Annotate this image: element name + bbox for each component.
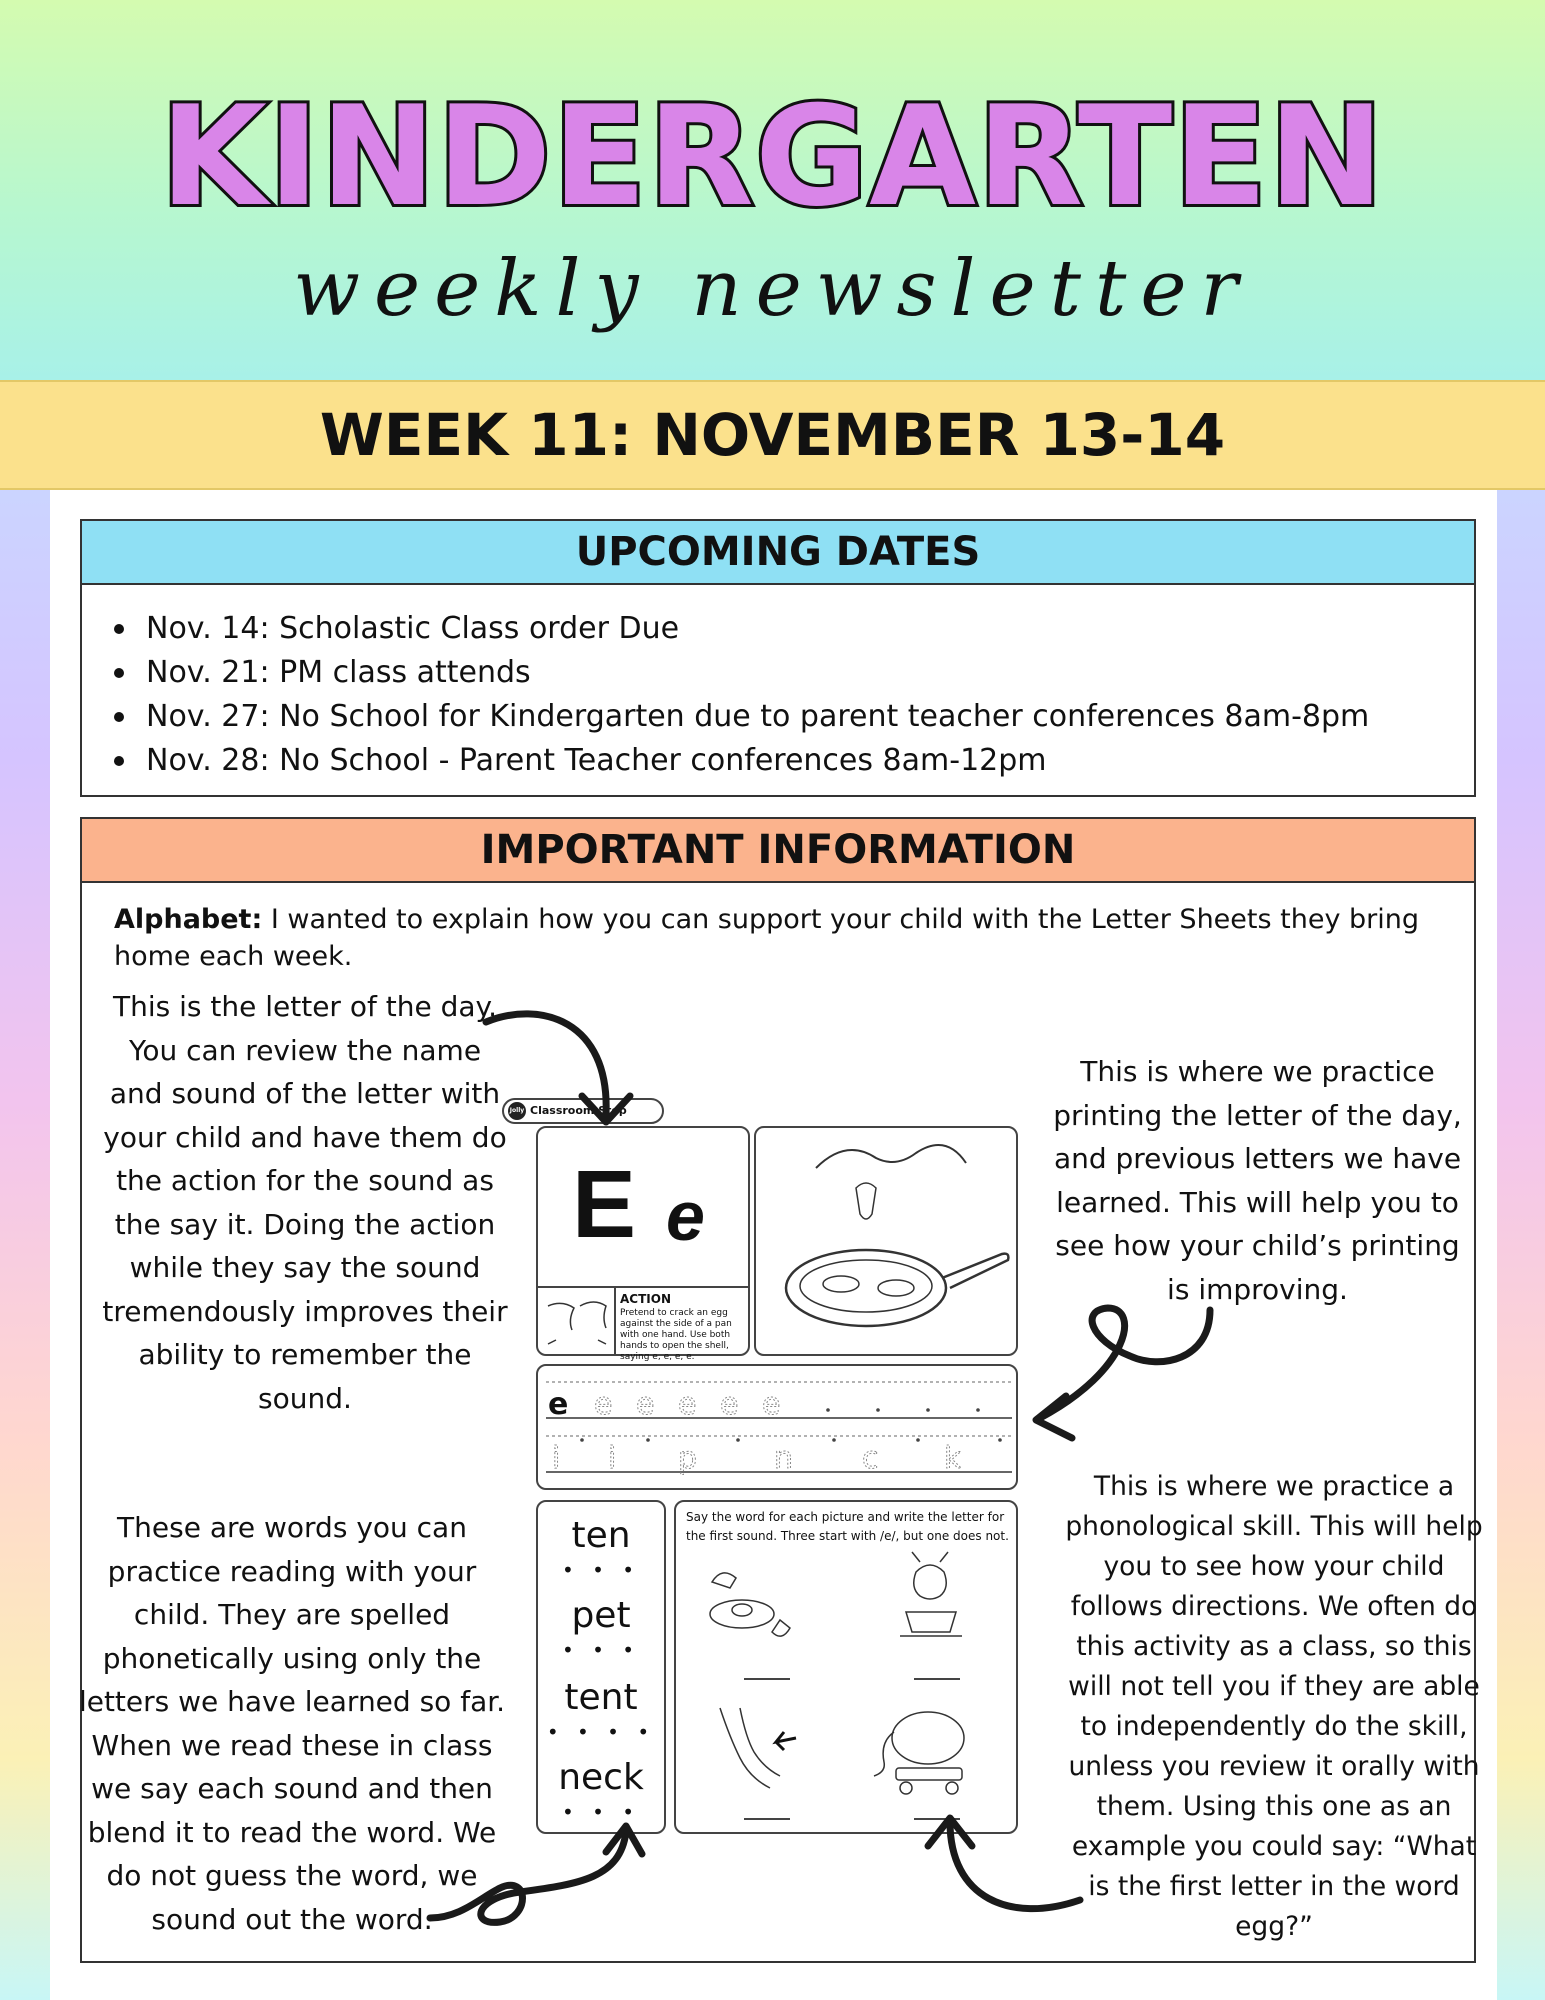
sound-dots: • • • • <box>546 1720 656 1744</box>
sound-dots: • • • <box>561 1558 641 1582</box>
svg-text:k: k <box>944 1441 962 1476</box>
newsletter-title: KINDERGARTEN <box>160 76 1385 237</box>
printing-lines <box>538 1366 1020 1492</box>
svg-text:e: e <box>678 1387 697 1422</box>
upcoming-dates-section <box>80 519 1476 797</box>
phonological-panel <box>674 1500 1018 1834</box>
letter-uppercase: E <box>572 1151 637 1258</box>
word-item: neck <box>558 1757 644 1798</box>
svg-text:e: e <box>762 1387 781 1422</box>
svg-text:e: e <box>594 1387 613 1422</box>
important-information-heading: IMPORTANT INFORMATION <box>82 819 1474 883</box>
letter-panel <box>536 1126 750 1362</box>
alphabet-text: I wanted to explain how you can support your child with the Letter Sheets they bring home each week. <box>114 904 1420 972</box>
words-panel <box>536 1500 666 1834</box>
arrow-to-words-icon <box>430 1818 650 1968</box>
divider <box>538 1286 748 1288</box>
alphabet-label: Alphabet: <box>114 904 263 935</box>
answer-blank <box>744 1818 790 1820</box>
egg-pan-icon <box>756 1128 1020 1358</box>
jolly-logo: Jolly <box>508 1102 526 1120</box>
list-item: Nov. 21: PM class attends <box>110 651 1474 695</box>
svg-text:e: e <box>548 1387 569 1422</box>
note-printing: This is where we practice printing the letter of the day, and previous letters we have learned. This will help you to see how your child’s printing is improving. <box>1053 1055 1462 1306</box>
svg-text:n: n <box>774 1441 794 1476</box>
svg-text:e: e <box>720 1387 739 1422</box>
svg-text:i: i <box>552 1441 561 1476</box>
hands-icon <box>542 1292 612 1352</box>
elephant-picture-icon <box>866 1692 996 1802</box>
sound-dots: • • • <box>561 1638 641 1662</box>
printing-panel <box>536 1364 1018 1490</box>
note-letter-of-day: This is the letter of the day. You can review the name and sound of the letter with your child and have them do the action for the sound as the say it. Doing the action while they say the sound tremendously improves their ability to remember the sound. <box>102 990 508 1415</box>
answer-blank <box>744 1678 790 1680</box>
alphabet-paragraph <box>114 901 1444 975</box>
week-label: WEEK 11: NOVEMBER 13-14 <box>319 401 1226 469</box>
word-item: ten <box>571 1515 631 1556</box>
action-title: ACTION <box>620 1292 671 1306</box>
worksheet-tag-label: Classroom Step <box>530 1104 627 1117</box>
upcoming-dates-heading: UPCOMING DATES <box>82 521 1474 585</box>
elbow-picture-icon <box>700 1698 820 1798</box>
alien-picture-icon <box>876 1552 986 1662</box>
list-item: Nov. 14: Scholastic Class order Due <box>110 607 1474 651</box>
arrow-to-printing-icon <box>1020 1300 1280 1460</box>
phonological-instruction: Say the word for each picture and write the letter for the first sound. Three start with /e/, but one does not. <box>686 1510 1009 1543</box>
svg-text:p: p <box>678 1441 698 1476</box>
sound-dots: • • • <box>561 1800 641 1824</box>
list-item: Nov. 28: No School - Parent Teacher conferences 8am-12pm <box>110 739 1474 783</box>
header-banner <box>0 0 1545 380</box>
letter-worksheet <box>502 1086 1018 1846</box>
svg-text:e: e <box>636 1387 655 1422</box>
word-item: pet <box>571 1595 631 1636</box>
svg-text:i: i <box>608 1441 617 1476</box>
letter-lowercase: e <box>666 1177 705 1255</box>
picture-panel <box>754 1126 1018 1356</box>
divider <box>614 1286 616 1356</box>
action-text: Pretend to crack an egg against the side of a pan with one hand. Use both hands to open the shell, saying e, e, e, e. <box>620 1308 732 1362</box>
arrow-to-phonological-icon <box>920 1808 1100 1978</box>
answer-blank <box>914 1678 960 1680</box>
arrow-to-letter-icon <box>480 1000 680 1160</box>
egg-picture-icon <box>692 1562 802 1652</box>
week-banner <box>0 380 1545 490</box>
list-item: Nov. 27: No School for Kindergarten due to parent teacher conferences 8am-8pm <box>110 695 1474 739</box>
note-words: These are words you can practice reading with your child. They are spelled phonetically using only the letters we have learned so far. When we read these in class we say each sound and then blend it to read the word. We do not guess the word, we sound out the word. <box>78 1511 506 1936</box>
newsletter-subtitle: weekly newsletter <box>293 244 1252 334</box>
note-phonological: This is where we practice a phonological skill. This will help you to see how your child follows directions. We often do this activity as a class, so this will not tell you if they are able to independently do the skill, unless you review it orally with them. Using this one as an example you could say: “What is the first letter in the word egg?” <box>1065 1471 1483 1942</box>
svg-text:c: c <box>862 1441 879 1476</box>
upcoming-dates-list <box>82 585 1474 783</box>
word-item: tent <box>564 1677 638 1718</box>
